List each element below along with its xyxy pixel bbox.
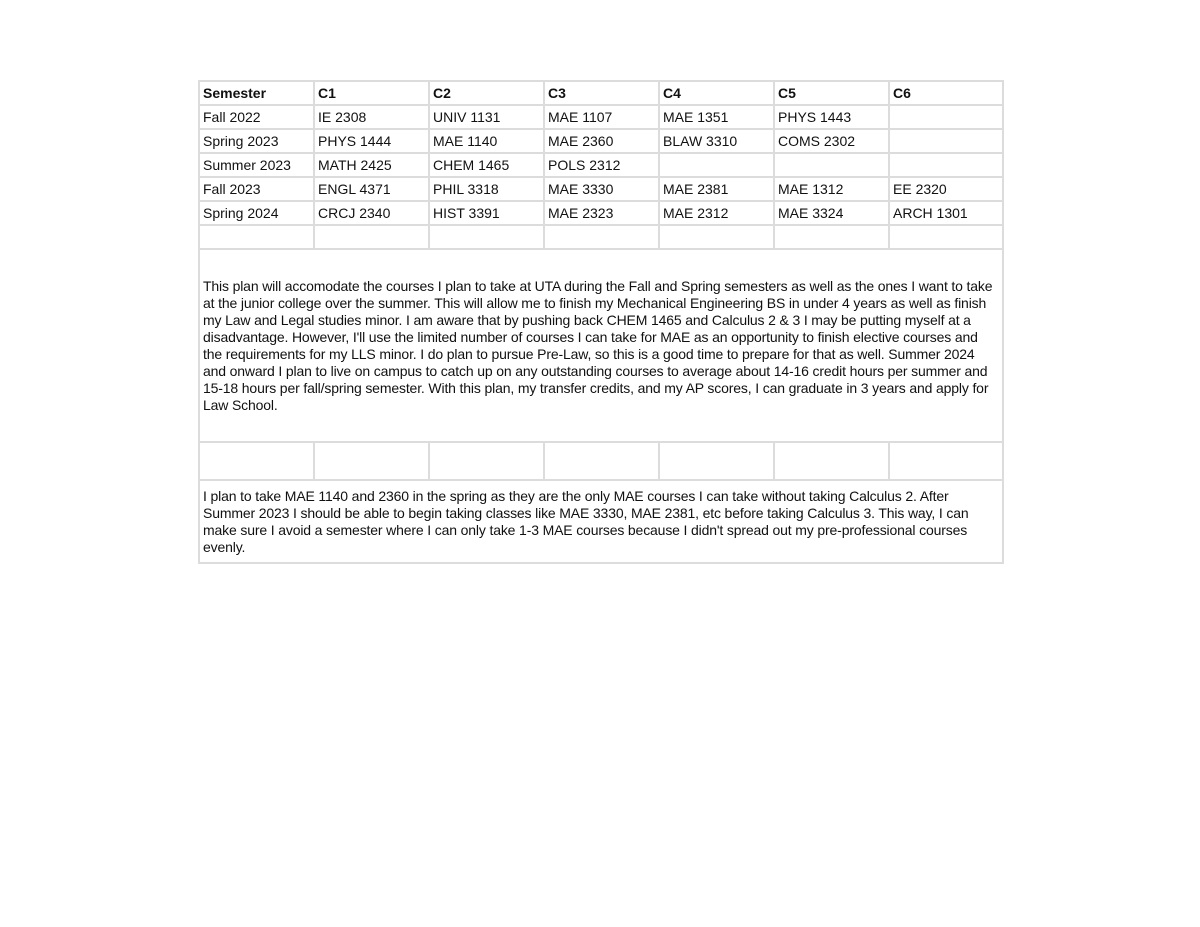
table-row bbox=[199, 201, 1003, 225]
header-cell-c4[interactable]: C4 bbox=[659, 81, 774, 105]
header-cell-c6[interactable]: C6 bbox=[889, 81, 1003, 105]
course-cell[interactable]: IE 2308 bbox=[314, 105, 429, 129]
plan-summary-row bbox=[199, 249, 1003, 442]
empty-cell[interactable] bbox=[659, 225, 774, 249]
course-cell[interactable]: EE 2320 bbox=[889, 177, 1003, 201]
course-cell[interactable] bbox=[774, 153, 889, 177]
course-cell[interactable]: MAE 2312 bbox=[659, 201, 774, 225]
table-row bbox=[199, 153, 1003, 177]
empty-cell[interactable] bbox=[659, 442, 774, 480]
course-cell[interactable]: COMS 2302 bbox=[774, 129, 889, 153]
course-cell[interactable] bbox=[889, 153, 1003, 177]
empty-cell[interactable] bbox=[429, 442, 544, 480]
spring-note-row bbox=[199, 480, 1003, 563]
course-cell[interactable]: PHIL 3318 bbox=[429, 177, 544, 201]
empty-cell[interactable] bbox=[544, 442, 659, 480]
course-cell[interactable]: MATH 2425 bbox=[314, 153, 429, 177]
header-cell-c5[interactable]: C5 bbox=[774, 81, 889, 105]
semester-cell[interactable]: Fall 2022 bbox=[199, 105, 314, 129]
semester-cell[interactable]: Fall 2023 bbox=[199, 177, 314, 201]
table-row bbox=[199, 105, 1003, 129]
course-cell[interactable]: UNIV 1131 bbox=[429, 105, 544, 129]
semester-cell[interactable]: Summer 2023 bbox=[199, 153, 314, 177]
header-row bbox=[199, 81, 1003, 105]
empty-row bbox=[199, 225, 1003, 249]
course-cell[interactable] bbox=[889, 129, 1003, 153]
empty-cell[interactable] bbox=[774, 225, 889, 249]
header-cell-c3[interactable]: C3 bbox=[544, 81, 659, 105]
empty-cell[interactable] bbox=[544, 225, 659, 249]
spreadsheet-table bbox=[198, 80, 1004, 564]
spring-courses-note[interactable]: I plan to take MAE 1140 and 2360 in the spring as they are the only MAE courses I can take without taking Calculus 2. After Summer 2023 I should be able to begin taking classes like MAE 3330, MAE 2381, etc before taking Calculus 3. This way, I can make sure I avoid a semester where I can only take 1-3 MAE courses because I didn't spread out my pre-professional courses evenly. bbox=[199, 480, 1003, 563]
empty-cell[interactable] bbox=[199, 225, 314, 249]
course-cell[interactable]: MAE 1140 bbox=[429, 129, 544, 153]
course-cell[interactable]: MAE 1107 bbox=[544, 105, 659, 129]
course-cell[interactable]: MAE 1312 bbox=[774, 177, 889, 201]
semester-cell[interactable]: Spring 2024 bbox=[199, 201, 314, 225]
empty-cell[interactable] bbox=[199, 442, 314, 480]
empty-cell[interactable] bbox=[774, 442, 889, 480]
course-cell[interactable]: HIST 3391 bbox=[429, 201, 544, 225]
course-cell[interactable] bbox=[659, 153, 774, 177]
plan-summary-note[interactable]: This plan will accomodate the courses I plan to take at UTA during the Fall and Spring semesters as well as the ones I want to take at the junior college over the summer. This will allow me to finish my Mechanical Engineering BS in under 4 years as well as finish my Law and Legal studies minor. I am aware that by pushing back CHEM 1465 and Calculus 2 & 3 I may be putting myself at a disadvantage. However, I'll use the limited number of courses I can take for MAE as an opportunity to finish elective courses and the requirements for my LLS minor. I do plan to pursue Pre-Law, so this is a good time to prepare for that as well. Summer 2024 and onward I plan to live on campus to catch up on any outstanding courses to average about 14-16 credit hours per summer and 15-18 hours per fall/spring semester. With this plan, my transfer credits, and my AP scores, I can graduate in 3 years and apply for Law School. bbox=[199, 249, 1003, 442]
course-cell[interactable]: BLAW 3310 bbox=[659, 129, 774, 153]
course-cell[interactable]: PHYS 1443 bbox=[774, 105, 889, 129]
empty-cell[interactable] bbox=[429, 225, 544, 249]
header-cell-semester[interactable]: Semester bbox=[199, 81, 314, 105]
course-cell[interactable]: CHEM 1465 bbox=[429, 153, 544, 177]
empty-cell[interactable] bbox=[314, 225, 429, 249]
course-cell[interactable]: CRCJ 2340 bbox=[314, 201, 429, 225]
course-cell[interactable]: PHYS 1444 bbox=[314, 129, 429, 153]
empty-cell[interactable] bbox=[889, 442, 1003, 480]
empty-row bbox=[199, 442, 1003, 480]
table-row bbox=[199, 177, 1003, 201]
empty-cell[interactable] bbox=[314, 442, 429, 480]
course-cell[interactable]: MAE 1351 bbox=[659, 105, 774, 129]
course-cell[interactable]: MAE 3324 bbox=[774, 201, 889, 225]
course-cell[interactable]: POLS 2312 bbox=[544, 153, 659, 177]
semester-cell[interactable]: Spring 2023 bbox=[199, 129, 314, 153]
course-cell[interactable]: ARCH 1301 bbox=[889, 201, 1003, 225]
header-cell-c2[interactable]: C2 bbox=[429, 81, 544, 105]
course-cell[interactable]: MAE 2323 bbox=[544, 201, 659, 225]
course-cell[interactable] bbox=[889, 105, 1003, 129]
table-row bbox=[199, 129, 1003, 153]
course-cell[interactable]: MAE 2360 bbox=[544, 129, 659, 153]
header-cell-c1[interactable]: C1 bbox=[314, 81, 429, 105]
course-cell[interactable]: MAE 2381 bbox=[659, 177, 774, 201]
course-cell[interactable]: ENGL 4371 bbox=[314, 177, 429, 201]
empty-cell[interactable] bbox=[889, 225, 1003, 249]
course-cell[interactable]: MAE 3330 bbox=[544, 177, 659, 201]
